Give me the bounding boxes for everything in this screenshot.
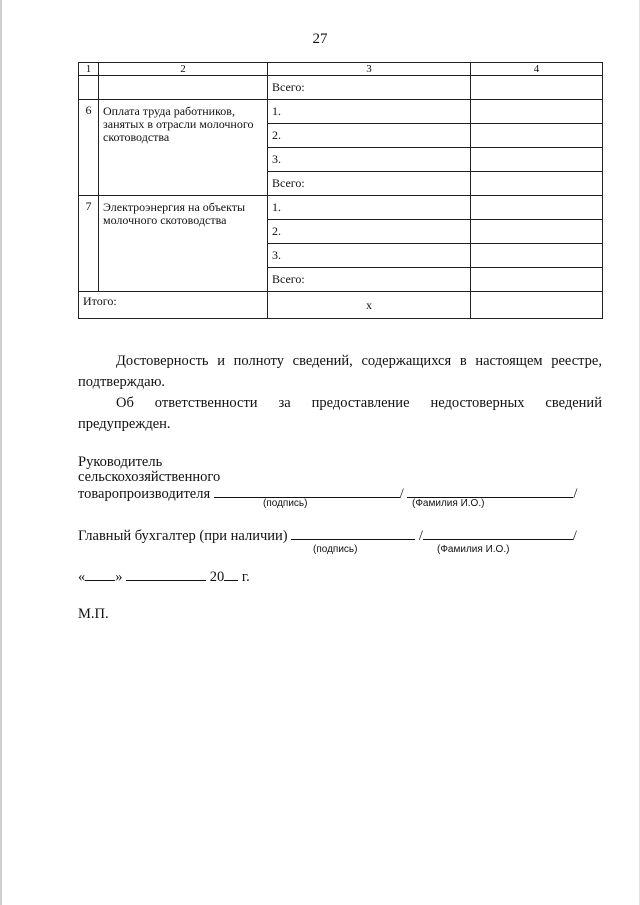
stamp-place: М.П. [78, 606, 109, 622]
name-line [407, 485, 573, 498]
slash: / [573, 486, 578, 502]
slash: / [572, 528, 577, 544]
signature-caption: (подпись) [263, 498, 308, 509]
value-cell [471, 172, 603, 196]
confirmation-text: Достоверность и полноту сведений, содержащихся в настоящем реестре, подтверждаю. [78, 353, 602, 390]
warn-word: предоставление [311, 395, 410, 411]
year-line [224, 568, 238, 581]
month-line [126, 568, 206, 581]
warn-word: ответственности [154, 395, 258, 411]
accountant-signature-block [78, 527, 577, 544]
column-header: 4 [471, 63, 603, 76]
value-cell [471, 148, 603, 172]
row-name: Электроэнергия на объекты молочного скотоводства [99, 196, 268, 292]
table-row [79, 196, 603, 220]
slash: / [399, 486, 404, 502]
value-cell [471, 124, 603, 148]
slash: / [418, 528, 423, 544]
subrow-label: Всего: [268, 172, 471, 196]
quote-open: « [78, 569, 86, 585]
subrow-label: 1. [268, 100, 471, 124]
row-number: 7 [79, 196, 99, 292]
table-row [79, 100, 603, 124]
value-cell [471, 100, 603, 124]
registry-table [78, 62, 603, 319]
total-mark: х [268, 292, 471, 319]
responsibility-paragraph [78, 393, 602, 435]
subrow-label: 1. [268, 196, 471, 220]
warn-word: Об [116, 395, 134, 411]
accountant-title: Главный бухгалтер (при наличии) [78, 528, 288, 544]
head-signature-block [78, 455, 577, 502]
warn-word: недостоверных [430, 395, 525, 411]
date-field [78, 568, 250, 586]
value-cell [471, 220, 603, 244]
confirmation-paragraph [78, 351, 602, 393]
subrow-label: 3. [268, 244, 471, 268]
head-title-line: Руководитель [78, 454, 163, 470]
subrow-label: Всего: [268, 268, 471, 292]
subrow-label: 2. [268, 220, 471, 244]
day-line [85, 568, 115, 581]
value-cell [471, 292, 603, 319]
row-number: 6 [79, 100, 99, 196]
subrow-label: 2. [268, 124, 471, 148]
column-header: 1 [79, 63, 99, 76]
column-header: 3 [268, 63, 471, 76]
subrow-label: 3. [268, 148, 471, 172]
table-cell [99, 76, 268, 100]
value-cell [471, 76, 603, 100]
value-cell [471, 268, 603, 292]
scan-edge [0, 0, 2, 905]
signature-caption: (подпись) [313, 544, 358, 555]
signature-line [214, 485, 400, 498]
table-header-row [79, 63, 603, 76]
name-line [423, 527, 573, 540]
table-cell [79, 76, 99, 100]
year-prefix: 20 [209, 569, 225, 585]
name-caption: (Фамилия И.О.) [437, 544, 510, 555]
row-name: Оплата труда работников, занятых в отрасли молочного скотоводства [99, 100, 268, 196]
subrow-label: Всего: [268, 76, 471, 100]
value-cell [471, 196, 603, 220]
warn-end: предупрежден. [78, 416, 171, 432]
quote-close: » [115, 569, 123, 585]
total-row [79, 292, 603, 319]
warn-word: за [278, 395, 291, 411]
table-row [79, 76, 603, 100]
page-number: 27 [312, 31, 328, 47]
value-cell [471, 244, 603, 268]
signature-line [291, 527, 415, 540]
name-caption: (Фамилия И.О.) [412, 498, 485, 509]
head-title-line: сельскохозяйственного [78, 469, 221, 485]
warn-word: сведений [545, 395, 602, 411]
head-title-line: товаропроизводителя [78, 486, 211, 502]
total-label: Итого: [79, 292, 268, 319]
column-header: 2 [99, 63, 268, 76]
year-suffix: г. [241, 569, 250, 585]
